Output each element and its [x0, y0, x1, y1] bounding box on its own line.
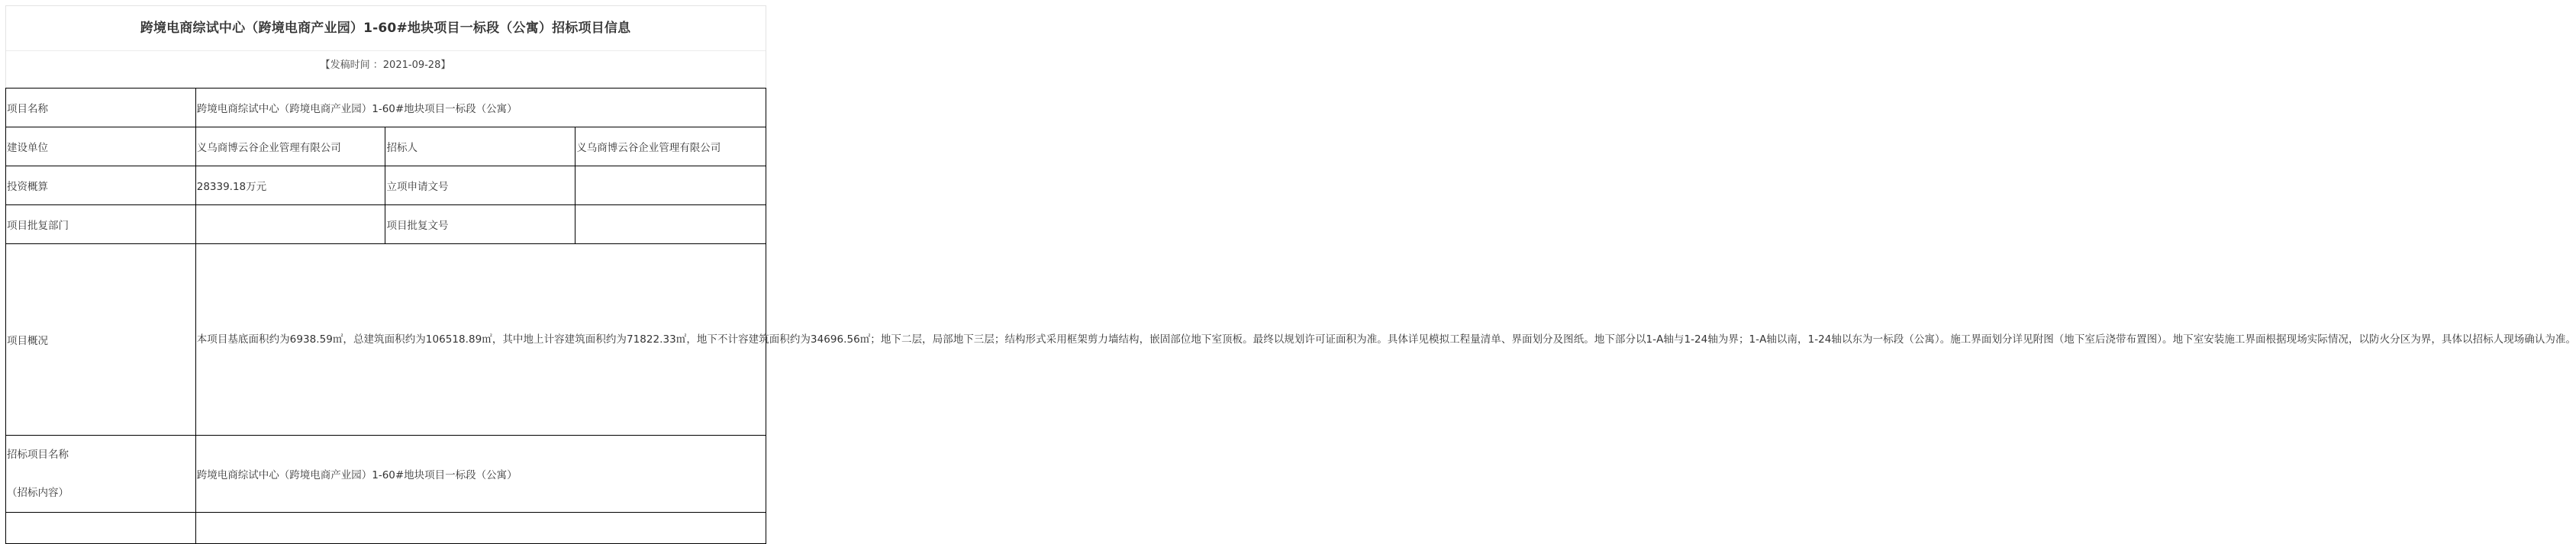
title-divider [6, 50, 766, 51]
tenderer-value: 义乌商博云谷企业管理有限公司 [575, 127, 766, 166]
approval-dept-label: 项目批复部门 [6, 205, 196, 244]
tenderer-label: 招标人 [385, 127, 575, 166]
tender-project-label-line1: 招标项目名称 [7, 449, 69, 461]
tender-project-label [6, 436, 196, 513]
page-title: 跨境电商综试中心（跨境电商产业园）1-60#地块项目一标段（公寓）招标项目信息 [140, 21, 631, 36]
table-row [6, 205, 766, 244]
table-row [6, 513, 766, 544]
builder-value: 义乌商博云谷企业管理有限公司 [195, 127, 385, 166]
overview-label: 项目概况 [6, 244, 196, 436]
approval-reply-no-label: 项目批复文号 [385, 205, 575, 244]
publish-date: 【发稿时间 ：2021-09-28】 [320, 60, 451, 71]
table-row [6, 127, 766, 166]
project-name-value: 跨境电商综试中心（跨境电商产业园）1-60#地块项目一标段（公寓） [195, 89, 766, 127]
project-info-table [5, 88, 2576, 544]
table-row [6, 166, 766, 205]
approval-doc-no-label: 立项申请文号 [385, 166, 575, 205]
project-name-label: 项目名称 [6, 89, 196, 127]
tender-project-value: 跨境电商综试中心（跨境电商产业园）1-60#地块项目一标段（公寓） [195, 436, 766, 513]
investment-value: 28339.18万元 [195, 166, 385, 205]
overview-value: 本项目基底面积约为6938.59㎡，总建筑面积约为106518.89㎡，其中地上计容建筑面积约为71822.33㎡，地下不计容建筑面积约为34696.56㎡；地下二层，局部地下三层；结构形式采用框架剪力墙结构，嵌固部位地下室顶板。最终以规划许可证面积为准。具体详见模拟工程量清单、界面划分及图纸。地下部分以1-A轴与1-24轴为界；1-A轴以南，1-24轴以东为一标段（公寓）。施工界面划分详见附图（地下室后浇带布置图）。地下室安装施工界面根据现场实际情况，以防火分区为界，具体以招标人现场确认为准。 [195, 244, 766, 436]
table-row [6, 436, 766, 513]
approval-reply-no-value [575, 205, 766, 244]
investment-label: 投资概算 [6, 166, 196, 205]
table-row [6, 244, 766, 436]
empty-cell [195, 513, 766, 544]
table-row [6, 89, 766, 127]
approval-doc-no-value [575, 166, 766, 205]
tender-project-label-line2: （招标内容） [7, 487, 69, 499]
empty-cell [6, 513, 196, 544]
approval-dept-value [195, 205, 385, 244]
builder-label: 建设单位 [6, 127, 196, 166]
